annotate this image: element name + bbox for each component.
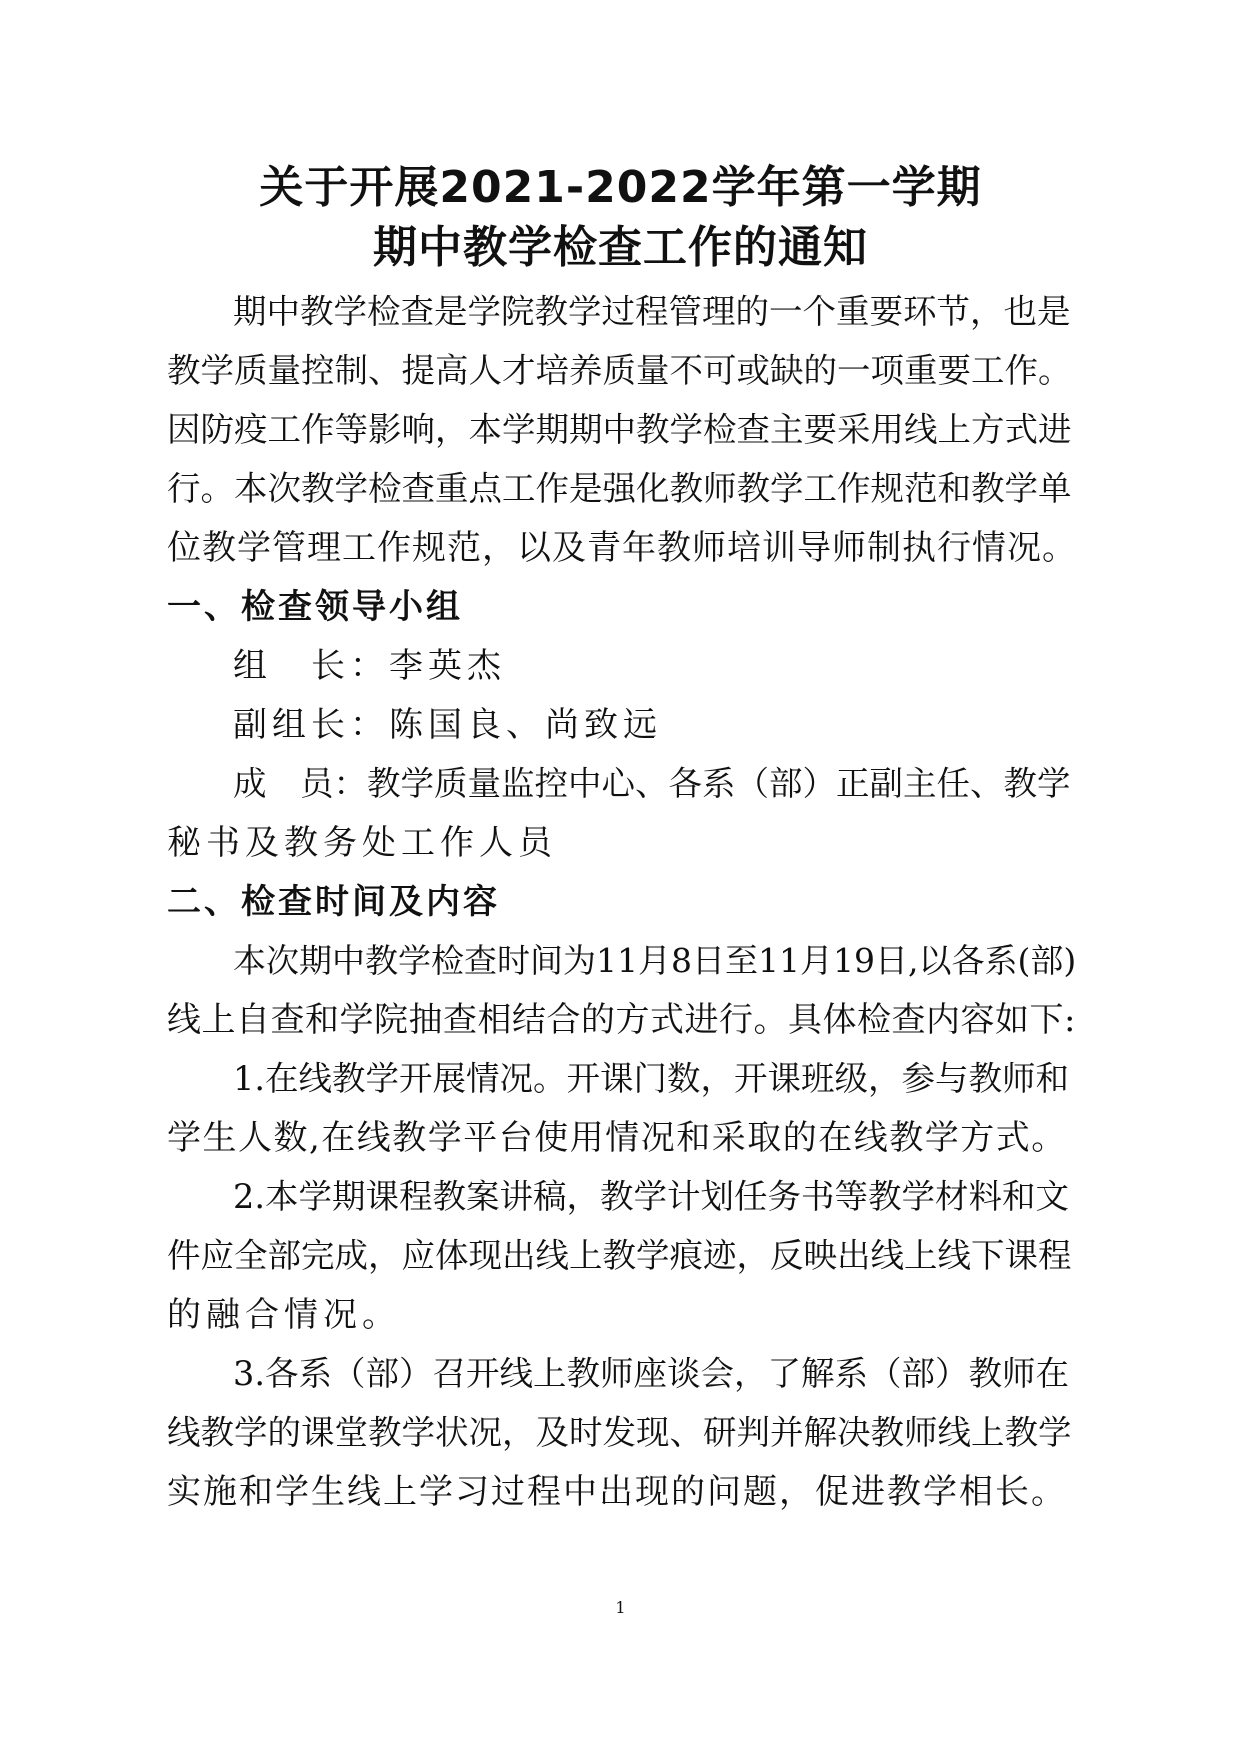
- section2-line-10: 实施和学生线上学习过程中出现的问题，促进教学相长。: [167, 1472, 1067, 1512]
- section1-line-members: 成 员：教学质量监控中心、各系（部）正副主任、教学: [233, 764, 1071, 803]
- section2-line-2: 线上自查和学院抽查相结合的方式进行。具体检查内容如下:: [167, 1000, 1076, 1040]
- section2-line-5: 2.本学期课程教案讲稿，教学计划任务书等教学材料和文: [233, 1177, 1069, 1216]
- section2-line-4: 学生人数,在线教学平台使用情况和采取的在线教学方式。: [167, 1118, 1067, 1158]
- section2-line-7: 的融合情况。: [167, 1295, 401, 1335]
- intro-line-5: 位教学管理工作规范，以及青年教师培训导师制执行情况。: [167, 528, 1077, 568]
- title-line-2: 期中教学检查工作的通知: [373, 222, 868, 273]
- section2-line-8: 3.各系（部）召开线上教师座谈会，了解系（部）教师在: [233, 1354, 1069, 1393]
- section1-line-members-cont: 秘书及教务处工作人员: [167, 823, 557, 863]
- intro-line-3: 因防疫工作等影响，本学期期中教学检查主要采用线上方式进: [167, 410, 1072, 449]
- title-line-1: 关于开展2021-2022学年第一学期: [259, 162, 982, 213]
- intro-line-2: 教学质量控制、提高人才培养质量不可或缺的一项重要工作。: [167, 351, 1072, 390]
- intro-line-4: 行。本次教学检查重点工作是强化教师教学工作规范和教学单: [167, 469, 1072, 508]
- section2-line-1: 本次期中教学检查时间为11月8日至11月19日,以各系(部): [233, 941, 1077, 980]
- section1-heading: 一、检查领导小组: [167, 587, 463, 627]
- section1-line-deputy: 副组长：陈国良、尚致远: [233, 705, 662, 745]
- section2-line-6: 件应全部完成，应体现出线上教学痕迹，反映出线上线下课程: [167, 1236, 1072, 1275]
- intro-line-1: 期中教学检查是学院教学过程管理的一个重要环节，也是: [233, 292, 1071, 331]
- section2-line-9: 线教学的课堂教学状况，及时发现、研判并解决教师线上教学: [167, 1413, 1072, 1452]
- page-number: 1: [615, 1598, 626, 1617]
- section2-heading: 二、检查时间及内容: [167, 882, 500, 922]
- section1-line-leader: 组 长：李英杰: [233, 646, 506, 686]
- section2-line-3: 1.在线教学开展情况。开课门数，开课班级，参与教师和: [233, 1059, 1069, 1098]
